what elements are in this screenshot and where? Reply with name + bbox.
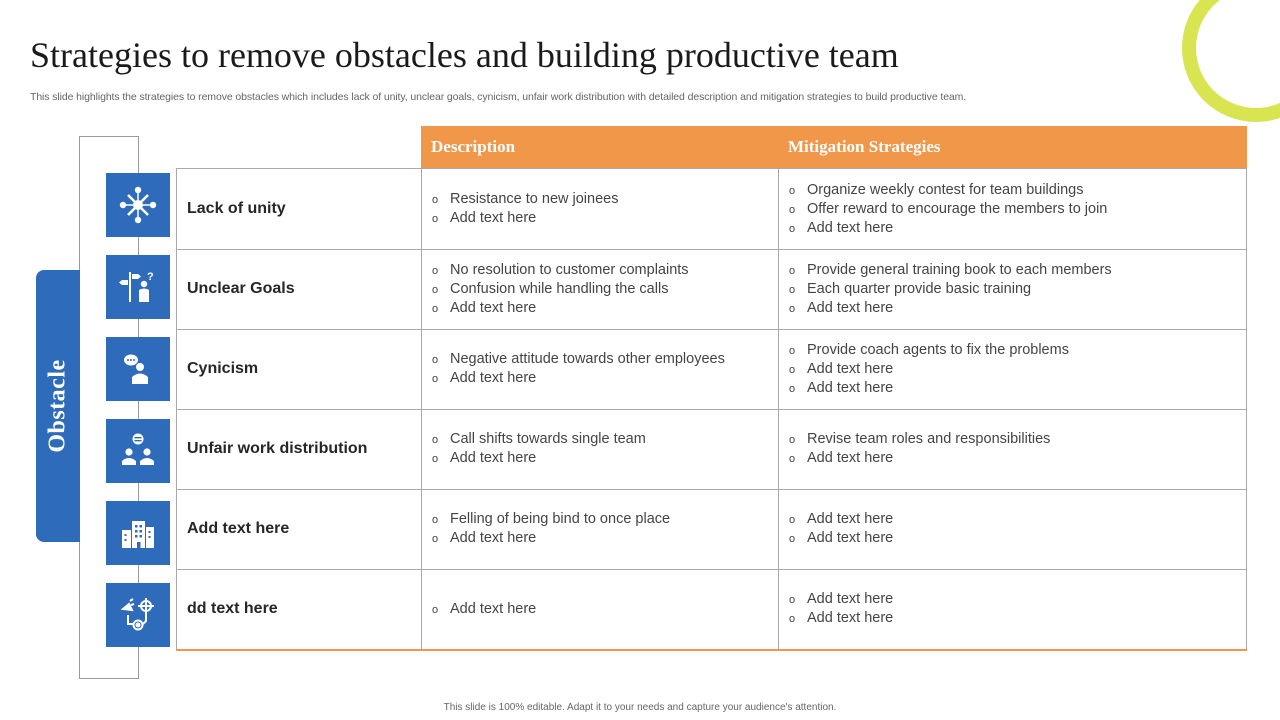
list-item: o Confusion while handling the calls [432, 280, 689, 299]
mitigation-cell [779, 569, 1246, 649]
header-description: Description [421, 126, 778, 168]
list-item: o Negative attitude towards other employees [432, 350, 725, 369]
target-gear-icon [106, 583, 170, 647]
description-cell [422, 409, 778, 489]
signpost-question-icon [106, 255, 170, 319]
page-title: Strategies to remove obstacles and building productive team [30, 35, 899, 75]
list-item: o Add text here [789, 219, 1107, 238]
table-row-label: Lack of unity [187, 200, 286, 217]
table-row-label: Add text here [187, 520, 290, 537]
mitigation-cell [779, 249, 1246, 329]
list-item: o Resistance to new joinees [432, 190, 618, 209]
list-item: o Add text here [789, 449, 1050, 468]
list-item: o Add text here [432, 529, 670, 548]
list-item: o Add text here [789, 590, 893, 609]
unity-network-icon [106, 173, 170, 237]
obstacle-side-tab [36, 270, 80, 542]
footer-note: This slide is 100% editable. Adapt it to your needs and capture your audience's attention. [443, 702, 837, 713]
list-item: o Provide general training book to each members [789, 261, 1112, 280]
mitigation-cell [779, 329, 1246, 409]
office-building-icon [106, 501, 170, 565]
obstacle-label: Obstacle [44, 359, 71, 453]
list-item: o Provide coach agents to fix the problems [789, 341, 1069, 360]
mitigation-cell [779, 489, 1246, 569]
list-item: o Call shifts towards single team [432, 430, 646, 449]
list-item: o Add text here [432, 600, 536, 619]
list-item: o Add text here [789, 379, 1069, 398]
list-item: o No resolution to customer complaints [432, 261, 689, 280]
list-item: o Add text here [789, 609, 893, 628]
svg-text:?: ? [147, 271, 154, 283]
list-item: o Add text here [789, 529, 893, 548]
list-item: o Each quarter provide basic training [789, 280, 1112, 299]
page-subtitle: This slide highlights the strategies to remove obstacles which includes lack of unity, unclear goals, cynicism, unfair work distribution with detailed description and mitigation strategies to build productive team. [30, 91, 967, 103]
list-item: o Add text here [789, 299, 1112, 318]
mitigation-cell [779, 169, 1246, 249]
decorative-ring [1182, 0, 1280, 122]
list-item: o Add text here [789, 510, 893, 529]
description-cell [422, 249, 778, 329]
list-item: o Add text here [432, 209, 618, 228]
thinking-person-icon [106, 337, 170, 401]
list-item: o Revise team roles and responsibilities [789, 430, 1050, 449]
table-row-label: Unclear Goals [187, 280, 295, 297]
list-item: o Add text here [432, 369, 725, 388]
obstacles-table [176, 168, 1247, 650]
list-item: o Offer reward to encourage the members to join [789, 200, 1107, 219]
list-item: o Add text here [789, 360, 1069, 379]
mitigation-cell [779, 409, 1246, 489]
description-cell [422, 169, 778, 249]
table-row-label: Unfair work distribution [187, 440, 368, 457]
table-row-label: dd text here [187, 600, 278, 617]
list-item: o Felling of being bind to once place [432, 510, 670, 529]
list-item: o Add text here [432, 299, 689, 318]
not-equal-people-icon [106, 419, 170, 483]
description-cell [422, 489, 778, 569]
list-item: o Organize weekly contest for team buildings [789, 181, 1107, 200]
header-mitigation: Mitigation Strategies [778, 126, 1247, 168]
description-cell [422, 569, 778, 649]
table-row-label: Cynicism [187, 360, 259, 377]
description-cell [422, 329, 778, 409]
list-item: o Add text here [432, 449, 646, 468]
